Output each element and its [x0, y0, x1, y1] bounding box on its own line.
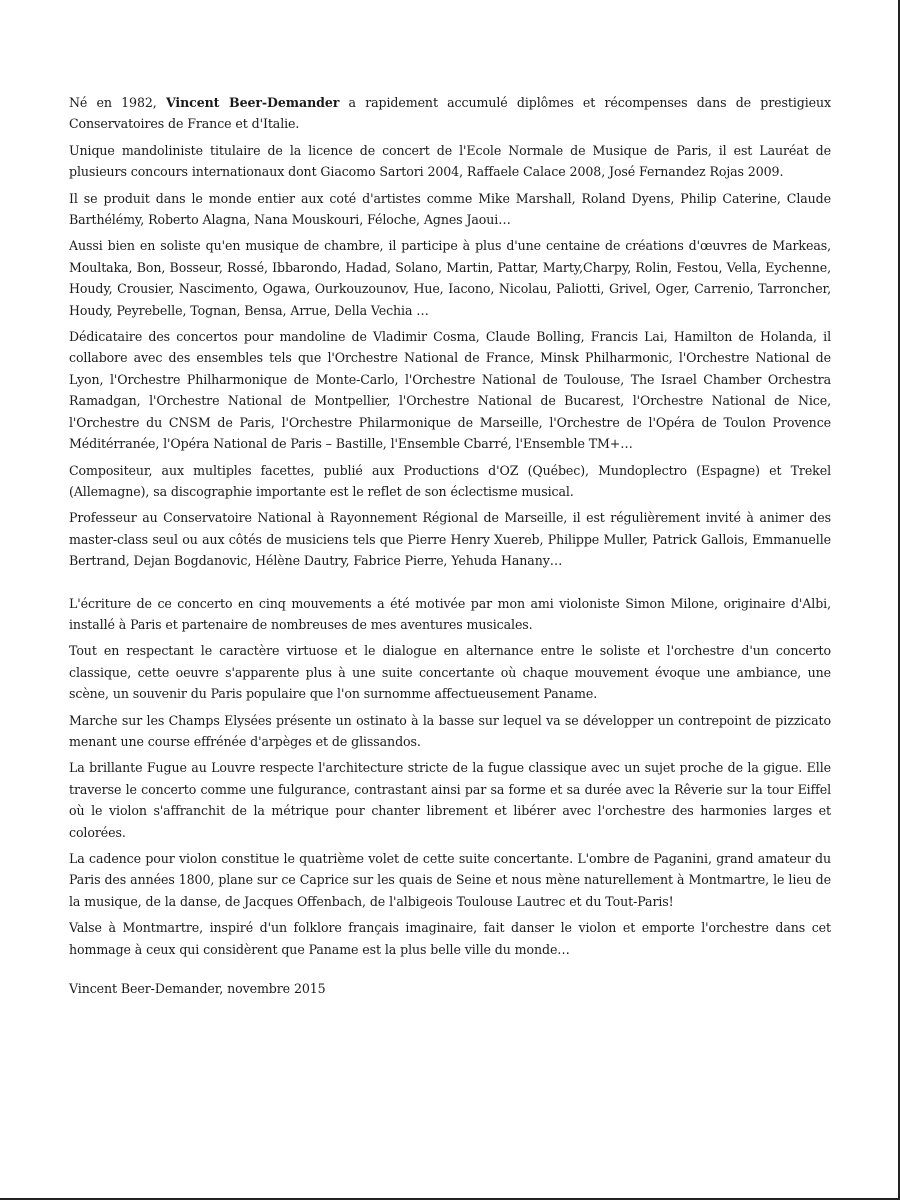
program-notes-section	[69, 593, 831, 961]
bio-paragraph-2: Unique mandoliniste titulaire de la licence de concert de l'Ecole Normale de Musique de Paris, il est Lauréat de plusieurs concours internationaux dont Giacomo Sartori 2004, Raffaele Calace 2008, José Fernandez Rojas 2009.	[69, 142, 831, 180]
bio-paragraph-4: Aussi bien en soliste qu'en musique de chambre, il participe à plus d'une centaine de créations d'œuvres de Markeas, Moultaka, Bon, Bosseur, Rossé, Ibbarondo, Hadad, Solano, Martin, Pattar, Marty,Charpy, Rolin, Festou, Vella, Eychenne, Houdy, Crousier, Nascimento, Ogawa, Ourkouzounov, Hue, Iacono, Nicolau, Paliotti, Grivel, Oger, Carrenio, Tarroncher, Houdy, Peyrebelle, Tognan, Bensa, Arrue, Della Vechia …	[69, 238, 831, 318]
signature: Vincent Beer-Demander, novembre 2015	[69, 981, 326, 997]
document-body	[69, 92, 831, 1004]
bio-paragraph-3: Il se produit dans le monde entier aux coté d'artistes comme Mike Marshall, Roland Dyens, Philip Caterine, Claude Barthélémy, Roberto Alagna, Nana Mouskouri, Féloche, Agnes Jaoui…	[69, 190, 831, 228]
artist-name: Vincent Beer-Demander	[165, 95, 340, 110]
biography-section	[69, 92, 831, 572]
bio-paragraph-6: Compositeur, aux multiples facettes, publié aux Productions d'OZ (Québec), Mundoplectro (Espagne) et Trekel (Allemagne), sa discographie importante est le reflet de son éclectisme musical.	[69, 462, 831, 499]
notes-paragraph-1: L'écriture de ce concerto en cinq mouvements a été motivée par mon ami violoniste Simon Milone, originaire d'Albi, installé à Paris et partenaire de nombreuses de mes aventures musicales.	[69, 595, 831, 632]
bio-paragraph-7: Professeur au Conservatoire National à Rayonnement Régional de Marseille, il est régulièrement invité à animer des master-class seul ou aux côtés de musiciens tels que Pierre Henry Xuereb, Philippe Muller, Patrick Gallois, Emmanuelle Bertrand, Dejan Bogdanovic, Hélène Dautry, Fabrice Pierre, Yehuda Hanany…	[69, 510, 831, 569]
notes-paragraph-6: Valse à Montmartre, inspiré d'un folklore français imaginaire, fait danser le violon et emporte l'orchestre dans cet hommage à ceux qui considèrent que Paname est la plus belle ville du monde…	[69, 920, 831, 957]
section-spacer	[69, 577, 831, 593]
notes-paragraph-4: La brillante Fugue au Louvre respecte l'architecture stricte de la fugue classique avec un sujet proche de la gigue. Elle traverse le concerto comme une fulgurance, contrastant ainsi par sa forme et sa durée avec la Rêverie sur la tour Eiffel où le violon s'affranchit de la métrique pour chanter librement et libérer avec l'orchestre des harmonies larges et colorées.	[69, 760, 831, 840]
bio-paragraph-1: Né en 1982, Vincent Beer-Demander a rapidement accumulé diplômes et récompenses dans de prestigieux Conservatoires de France et d'Italie.	[69, 95, 831, 132]
notes-paragraph-2: Tout en respectant le caractère virtuose et le dialogue en alternance entre le soliste et l'orchestre d'un concerto classique, cette oeuvre s'apparente plus à une suite concertante où chaque mouvement évoque une ambiance, une scène, un souvenir du Paris populaire que l'on surnomme affectueusement Paname.	[69, 643, 831, 702]
notes-paragraph-3: Marche sur les Champs Elysées présente un ostinato à la basse sur lequel va se développer un contrepoint de pizzicato menant une course effrénée d'arpèges et de glissandos.	[69, 712, 831, 749]
notes-paragraph-5: La cadence pour violon constitue le quatrième volet de cette suite concertante. L'ombre de Paganini, grand amateur du Paris des années 1800, plane sur ce Caprice sur les quais de Seine et nous mène naturellement à Montmartre, le lieu de la musique, de la danse, de Jacques Offenbach, de l'albigeois Toulouse Lautrec et du Tout-Paris!	[69, 851, 831, 909]
bio-paragraph-5: Dédicataire des concertos pour mandoline de Vladimir Cosma, Claude Bolling, Francis Lai, Hamilton de Holanda, il collabore avec des ensembles tels que l'Orchestre National de France, Minsk Philharmonic, l'Orchestre National de Lyon, l'Orchestre Philharmonique de Monte-Carlo, l'Orchestre National de Toulouse, The Israel Chamber Orchestra Ramadgan, l'Orchestre National de Montpellier, l'Orchestre National de Bucarest, l'Orchestre National de Nice, l'Orchestre du CNSM de Paris, l'Orchestre Philarmonique de Marseille, l'Orchestre de l'Opéra de Toulon Provence Méditérranée, l'Opéra National de Paris – Bastille, l'Ensemble Cbarré, l'Ensemble TM+…	[69, 329, 831, 452]
